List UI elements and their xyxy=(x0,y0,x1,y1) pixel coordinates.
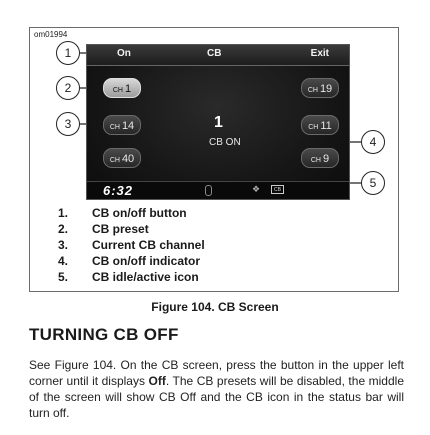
legend-number: 3. xyxy=(58,238,69,252)
body-text-bold: Off xyxy=(148,374,166,388)
legend-text: CB on/off button xyxy=(92,206,187,220)
callout-3: 3 xyxy=(56,112,80,136)
callout-2: 2 xyxy=(56,76,80,100)
phone-icon xyxy=(205,185,212,196)
preset-channel: 1 xyxy=(125,83,132,95)
cb-preset-left-2[interactable] xyxy=(103,115,141,135)
legend-text: CB idle/active icon xyxy=(92,270,199,284)
figure-legend xyxy=(58,205,205,285)
legend-number: 1. xyxy=(58,206,69,220)
status-bar xyxy=(87,181,349,199)
legend-item xyxy=(58,237,205,253)
body-paragraph xyxy=(29,357,404,421)
figure-id: om01994 xyxy=(34,30,68,39)
cb-top-bar xyxy=(87,45,349,66)
body-text-part2: . The CB presets will be disabled, the middle of the screen will show CB Off and the CB icon in the status bar will turn off. xyxy=(29,374,404,420)
preset-prefix: CH xyxy=(109,124,120,131)
cb-screen-title: CB xyxy=(207,48,222,59)
legend-text: CB preset xyxy=(92,222,149,236)
legend-number: 4. xyxy=(58,254,69,268)
bluetooth-icon: ❖ xyxy=(252,184,261,194)
cb-preset-right-1[interactable] xyxy=(301,78,339,98)
legend-number: 2. xyxy=(58,222,69,236)
preset-prefix: CH xyxy=(307,87,318,94)
legend-number: 5. xyxy=(58,270,69,284)
cb-preset-right-2[interactable] xyxy=(301,115,339,135)
status-clock: 6:32 xyxy=(103,183,134,198)
preset-channel: 11 xyxy=(320,120,332,132)
cb-preset-left-3[interactable] xyxy=(103,148,141,168)
preset-channel: 40 xyxy=(121,153,135,165)
preset-channel: 19 xyxy=(319,83,333,95)
current-cb-channel: 1 xyxy=(214,114,223,131)
callout-4: 4 xyxy=(361,130,385,154)
legend-item xyxy=(58,269,205,285)
cb-preset-left-1[interactable] xyxy=(103,78,141,98)
cb-screen xyxy=(86,44,350,200)
preset-prefix: CH xyxy=(310,157,321,164)
legend-text: Current CB channel xyxy=(92,238,205,252)
body-text-part1: See Figure 104. On the CB screen, press the button in the upper left corner until it displays xyxy=(29,358,404,388)
callout-1: 1 xyxy=(56,41,80,65)
cb-on-off-button[interactable]: On xyxy=(117,48,131,59)
preset-prefix: CH xyxy=(109,157,120,164)
cb-idle-active-icon: CB xyxy=(271,185,284,194)
preset-channel: 14 xyxy=(121,120,135,132)
preset-prefix: CH xyxy=(308,124,319,131)
preset-prefix: CH xyxy=(112,87,123,94)
legend-item xyxy=(58,221,205,237)
exit-button[interactable]: Exit xyxy=(310,48,329,59)
preset-channel: 9 xyxy=(323,153,330,165)
callout-5: 5 xyxy=(361,171,385,195)
cb-preset-right-3[interactable] xyxy=(301,148,339,168)
legend-item xyxy=(58,205,205,221)
legend-text: CB on/off indicator xyxy=(92,254,200,268)
figure-caption: Figure 104. CB Screen xyxy=(151,300,279,314)
legend-item xyxy=(58,253,205,269)
section-heading: TURNING CB OFF xyxy=(29,325,179,344)
cb-on-off-indicator: CB ON xyxy=(209,137,241,148)
